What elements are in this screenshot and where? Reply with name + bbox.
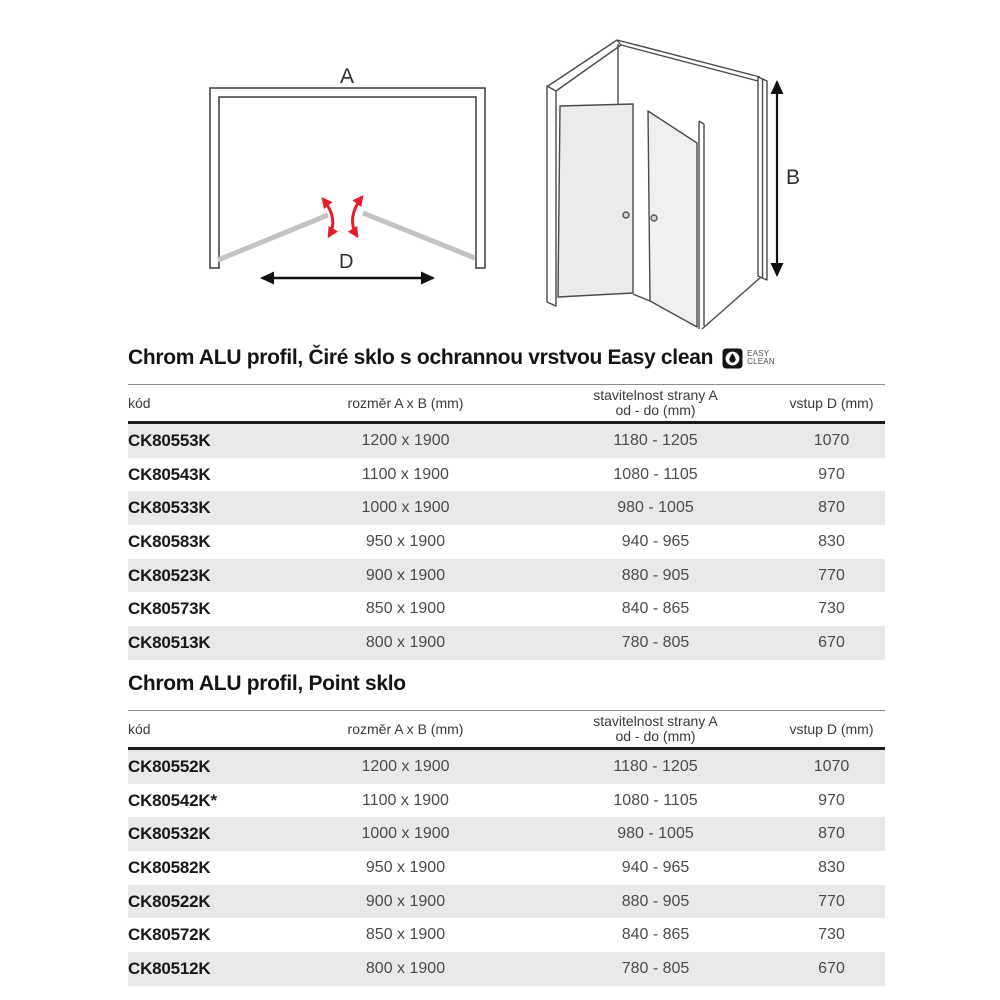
right-swing-arrow <box>353 197 362 236</box>
table-row <box>128 952 885 986</box>
column-header-kod: kód <box>128 721 151 737</box>
cell-rozmer: 900 x 1900 <box>365 892 446 910</box>
cell-stavitelnost: 980 - 1005 <box>617 499 694 517</box>
cell-kod: CK80513K <box>128 632 211 652</box>
easy-clean-droplet-icon <box>722 348 743 369</box>
dimension-b-label: B <box>786 166 801 189</box>
cell-stavitelnost: 840 - 865 <box>621 926 690 944</box>
cell-vstup: 770 <box>818 566 845 584</box>
table-header-row <box>128 385 885 423</box>
right-top-rail-outer <box>617 40 760 77</box>
cell-rozmer: 1200 x 1900 <box>361 431 450 449</box>
column-header-stavitelnost-line2: od - do (mm) <box>615 402 696 418</box>
easy-clean-label <box>747 350 775 367</box>
cell-rozmer: 950 x 1900 <box>365 858 446 876</box>
column-header-stavitelnost-line1: stavitelnost strany A <box>593 713 718 729</box>
section-point-glass <box>128 672 885 986</box>
easy-clean-label-line1: EASY <box>747 348 770 358</box>
table-row <box>128 749 885 784</box>
cell-stavitelnost: 1080 - 1105 <box>613 791 698 809</box>
door-post-cap <box>699 121 704 124</box>
column-header-vstup: vstup D (mm) <box>789 721 874 737</box>
left-door-glass <box>218 215 328 260</box>
shower-perspective-diagram <box>530 18 810 333</box>
column-header-rozmer: rozměr A x B (mm) <box>347 395 464 411</box>
table-row <box>128 423 885 458</box>
easy-clean-label-line2: CLEAN <box>747 357 775 366</box>
cell-kod: CK80542K* <box>128 790 217 810</box>
easy-clean-badge <box>722 348 775 369</box>
table-row <box>128 458 885 492</box>
cell-vstup: 730 <box>818 600 845 618</box>
table-row <box>128 525 885 559</box>
cell-rozmer: 1100 x 1900 <box>362 465 449 483</box>
dimension-a-label: A <box>340 65 355 88</box>
column-header-rozmer: rozměr A x B (mm) <box>347 721 464 737</box>
dimension-d-label: D <box>339 251 354 273</box>
floor-edge-right <box>702 277 761 329</box>
cell-stavitelnost: 1180 - 1205 <box>613 757 698 775</box>
cell-stavitelnost: 880 - 905 <box>621 892 690 910</box>
table-row <box>128 817 885 851</box>
table-row <box>128 784 885 818</box>
cell-rozmer: 950 x 1900 <box>365 532 446 550</box>
cell-stavitelnost: 840 - 865 <box>621 600 690 618</box>
cell-stavitelnost: 940 - 965 <box>621 858 690 876</box>
cell-kod: CK80533K <box>128 498 211 518</box>
cell-kod: CK80572K <box>128 925 211 945</box>
cell-stavitelnost: 780 - 805 <box>621 959 690 977</box>
cell-kod: CK80543K <box>128 464 211 484</box>
cell-kod: CK80523K <box>128 565 211 585</box>
cell-stavitelnost: 1180 - 1205 <box>613 431 698 449</box>
cell-stavitelnost: 780 - 805 <box>621 633 690 651</box>
right-door-glass <box>363 213 475 258</box>
cell-kod: CK80522K <box>128 891 211 911</box>
cell-vstup: 970 <box>818 791 845 809</box>
cell-kod: CK80512K <box>128 958 211 978</box>
left-door-panel <box>558 104 633 297</box>
column-header-vstup: vstup D (mm) <box>789 395 874 411</box>
cell-stavitelnost: 980 - 1005 <box>617 825 694 843</box>
right-top-rail-inner <box>621 45 758 81</box>
cell-kod: CK80532K <box>128 824 211 844</box>
cell-stavitelnost: 880 - 905 <box>621 566 690 584</box>
table-row <box>128 559 885 593</box>
column-header-kod: kód <box>128 395 151 411</box>
section-heading: Chrom ALU profil, Point sklo <box>128 672 406 695</box>
cell-rozmer: 850 x 1900 <box>365 926 446 944</box>
cell-rozmer: 850 x 1900 <box>365 600 446 618</box>
spec-table-easy-clean <box>128 384 885 660</box>
cell-vstup: 830 <box>818 532 845 550</box>
cell-vstup: 670 <box>818 633 845 651</box>
cell-stavitelnost: 940 - 965 <box>621 532 690 550</box>
cell-rozmer: 1200 x 1900 <box>361 757 450 775</box>
cell-vstup: 870 <box>818 825 845 843</box>
cell-rozmer: 1100 x 1900 <box>362 791 449 809</box>
left-top-rail-inner <box>556 45 621 91</box>
cell-rozmer: 1000 x 1900 <box>361 825 450 843</box>
cell-kod: CK80553K <box>128 430 211 450</box>
cell-rozmer: 900 x 1900 <box>365 566 446 584</box>
cell-vstup: 1070 <box>813 431 850 449</box>
cell-stavitelnost: 1080 - 1105 <box>613 465 698 483</box>
cell-vstup: 770 <box>818 892 845 910</box>
cell-kod: CK80552K <box>128 756 211 776</box>
left-door-knob <box>623 212 629 218</box>
table-header-row <box>128 711 885 749</box>
left-wall-profile <box>547 86 556 306</box>
table-row <box>128 918 885 952</box>
cell-vstup: 730 <box>818 926 845 944</box>
table-row <box>128 885 885 919</box>
frame-outline <box>210 88 485 268</box>
column-header-stavitelnost-line1: stavitelnost strany A <box>593 387 718 403</box>
table-row <box>128 491 885 525</box>
left-top-rail-outer <box>548 40 617 86</box>
cell-rozmer: 1000 x 1900 <box>361 499 450 517</box>
section-heading: Chrom ALU profil, Čiré sklo s ochrannou vrstvou Easy clean <box>128 346 714 369</box>
floor-edge-gap <box>633 294 650 301</box>
section-easy-clean <box>128 346 885 660</box>
column-header-stavitelnost <box>533 711 778 749</box>
cell-vstup: 970 <box>818 465 845 483</box>
cell-vstup: 1070 <box>813 757 850 775</box>
cell-vstup: 830 <box>818 858 845 876</box>
table-row <box>128 626 885 660</box>
cell-vstup: 670 <box>818 959 845 977</box>
table-row <box>128 592 885 626</box>
spec-table-point <box>128 710 885 986</box>
right-door-knob <box>651 215 657 221</box>
column-header-stavitelnost <box>533 385 778 423</box>
shower-top-view-diagram <box>190 55 500 305</box>
cell-rozmer: 800 x 1900 <box>365 633 446 651</box>
column-header-stavitelnost-line2: od - do (mm) <box>615 728 696 744</box>
cell-rozmer: 800 x 1900 <box>365 959 446 977</box>
cell-vstup: 870 <box>818 499 845 517</box>
cell-kod: CK80583K <box>128 531 211 551</box>
cell-kod: CK80573K <box>128 599 211 619</box>
table-row <box>128 851 885 885</box>
cell-kod: CK80582K <box>128 857 211 877</box>
